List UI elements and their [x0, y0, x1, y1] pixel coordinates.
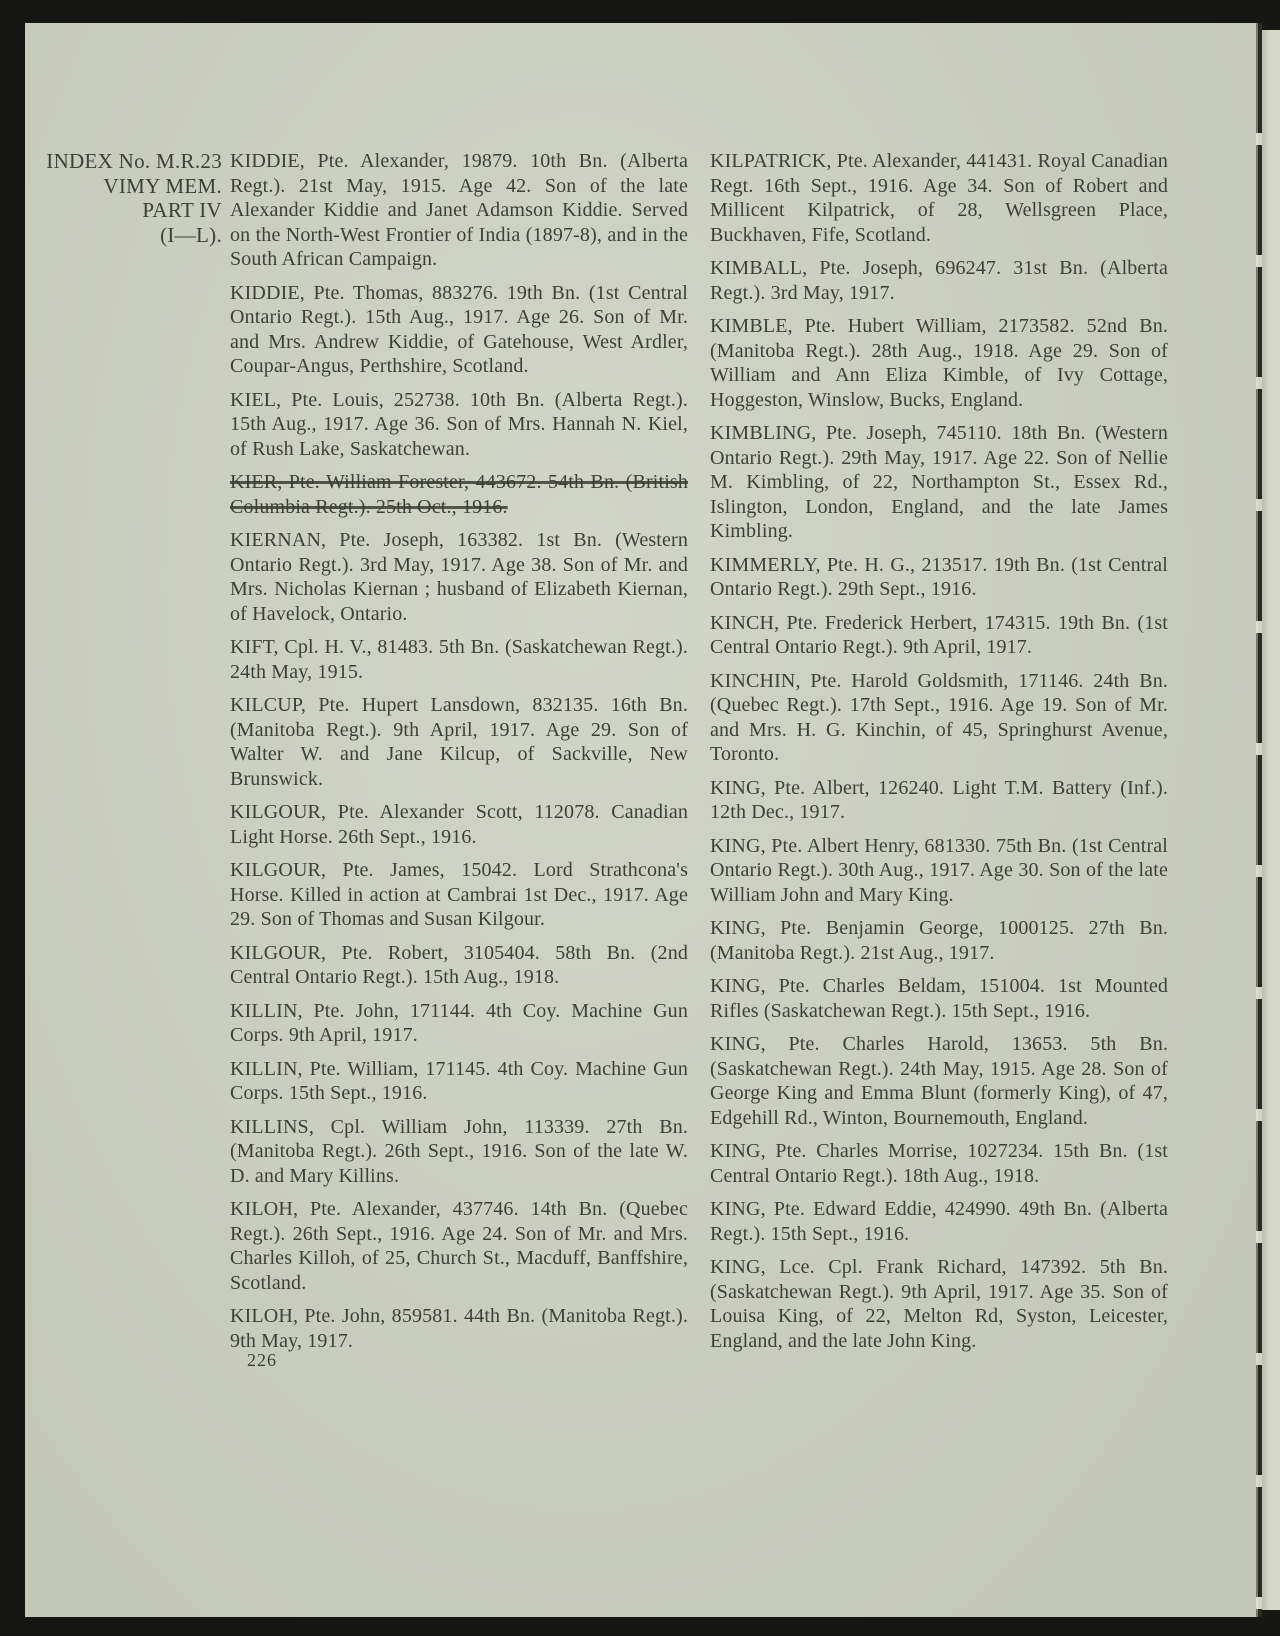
register-entry: KIMBLE, Pte. Hubert William, 2173582. 52nd Bn. (Manitoba Regt.). 28th Aug., 1918. Age 29. Son of William and Ann Eliza Kimble, of Ivy Cottage, Hoggeston, Winslow, Bucks, England.: [710, 315, 1168, 411]
index-number-line: INDEX No. M.R.23: [46, 149, 222, 173]
register-entry: KIMBLING, Pte. Joseph, 745110. 18th Bn. (Western Ontario Regt.). 29th May, 1917. Age 22. Son of Nellie M. Kimbling, of 22, Northampton St., Essex Rd., Islington, London, England, and the late James Kimbling.: [710, 422, 1168, 542]
part-line: PART IV: [142, 198, 222, 222]
register-entry: KIDDIE, Pte. Alexander, 19879. 10th Bn. (Alberta Regt.). 21st May, 1915. Age 42. Son of the late Alexander Kiddie and Janet Adamson Kiddie. Served on the North-West Frontier of India (1897-8), and in the South African Campaign.: [230, 150, 688, 270]
register-entry: KILOH, Pte. Alexander, 437746. 14th Bn. (Quebec Regt.). 26th Sept., 1916. Age 24. Son of Mr. and Mrs. Charles Killoh, of 25, Church St., Macduff, Banffshire, Scotland.: [230, 1198, 688, 1294]
memorial-name-line: VIMY MEM.: [103, 173, 222, 198]
register-entry: KING, Pte. Benjamin George, 1000125. 27th Bn. (Manitoba Regt.). 21st Aug., 1917.: [710, 917, 1168, 964]
register-entry: KING, Lce. Cpl. Frank Richard, 147392. 5th Bn. (Saskatchewan Regt.). 9th April, 1917. Age 35. Son of Louisa King, of 22, Melton Rd, Syston, Leicester, England, and the late John King.: [710, 1256, 1168, 1352]
register-entry: KING, Pte. Albert Henry, 681330. 75th Bn. (1st Central Ontario Regt.). 30th Aug., 1917. Age 30. Son of the late William John and Mary King.: [710, 834, 1168, 906]
register-entry: KILLIN, Pte. John, 171144. 4th Coy. Machine Gun Corps. 9th April, 1917.: [230, 999, 688, 1046]
register-entry: KIEL, Pte. Louis, 252738. 10th Bn. (Alberta Regt.). 15th Aug., 1917. Age 36. Son of Mrs. Hannah N. Kiel, of Rush Lake, Saskatchewan.: [230, 388, 688, 460]
letter-range-line: (I—L).: [160, 222, 222, 247]
register-entry: KILLIN, Pte. William, 171145. 4th Coy. Machine Gun Corps. 15th Sept., 1916.: [230, 1057, 688, 1104]
register-entry: KING, Pte. Charles Morrise, 1027234. 15th Bn. (1st Central Ontario Regt.). 18th Aug., 1918.: [710, 1140, 1168, 1187]
register-entry: KIMMERLY, Pte. H. G., 213517. 19th Bn. (1st Central Ontario Regt.). 29th Sept., 1916.: [710, 553, 1168, 600]
register-entry: KING, Pte. Albert, 126240. Light T.M. Battery (Inf.). 12th Dec., 1917.: [710, 776, 1168, 823]
register-entry: KIFT, Cpl. H. V., 81483. 5th Bn. (Saskatchewan Regt.). 24th May, 1915.: [230, 636, 688, 683]
register-entry: KING, Pte. Charles Beldam, 151004. 1st Mounted Rifles (Saskatchewan Regt.). 15th Sept., 1916.: [710, 975, 1168, 1022]
register-entry: KIMBALL, Pte. Joseph, 696247. 31st Bn. (Alberta Regt.). 3rd May, 1917.: [710, 257, 1168, 304]
register-entry: KILLINS, Cpl. William John, 113339. 27th Bn. (Manitoba Regt.). 26th Sept., 1916. Son of the late W. D. and Mary Killins.: [230, 1115, 688, 1187]
register-entry: KILGOUR, Pte. Alexander Scott, 112078. Canadian Light Horse. 26th Sept., 1916.: [230, 801, 688, 848]
page-number: 226: [247, 1350, 277, 1370]
register-entry: KILPATRICK, Pte. Alexander, 441431. Royal Canadian Regt. 16th Sept., 1916. Age 34. Son of Robert and Millicent Kilpatrick, of 28, Wellsgreen Place, Buckhaven, Fife, Scotland.: [710, 150, 1168, 246]
book-page: [25, 23, 1258, 1617]
right-column: [710, 149, 1168, 1362]
register-entry: KILGOUR, Pte. James, 15042. Lord Strathcona's Horse. Killed in action at Cambrai 1st Dec., 1917. Age 29. Son of Thomas and Susan Kilgour.: [230, 859, 688, 930]
register-entry: KIDDIE, Pte. Thomas, 883276. 19th Bn. (1st Central Ontario Regt.). 15th Aug., 1917. Age 26. Son of Mr. and Mrs. Andrew Kiddie, of Gatehouse, West Ardler, Coupar-Angus, Perthshire, Scotland.: [230, 281, 688, 377]
register-entry: KING, Pte. Edward Eddie, 424990. 49th Bn. (Alberta Regt.). 15th Sept., 1916.: [710, 1198, 1168, 1245]
register-entry: KILOH, Pte. John, 859581. 44th Bn. (Manitoba Regt.). 9th May, 1917.: [230, 1305, 688, 1352]
register-entry: KIERNAN, Pte. Joseph, 163382. 1st Bn. (Western Ontario Regt.). 3rd May, 1917. Age 38. Son of Mr. and Mrs. Nicholas Kiernan ; husband of Elizabeth Kiernan, of Havelock, Ontario.: [230, 529, 688, 625]
register-entry: KILGOUR, Pte. Robert, 3105404. 58th Bn. (2nd Central Ontario Regt.). 15th Aug., 1918.: [230, 941, 688, 988]
register-entry: KING, Pte. Charles Harold, 13653. 5th Bn. (Saskatchewan Regt.). 24th May, 1915. Age 28. Son of George King and Emma Blunt (formerly King), of 47, Edgehill Rd., Winton, Bournemouth, England.: [710, 1033, 1168, 1129]
register-entry-struck-through: KIER, Pte. William Forester, 443672. 54th Bn. (British Columbia Regt.). 25th Oct., 1916.: [230, 471, 688, 518]
register-entry: KINCH, Pte. Frederick Herbert, 174315. 19th Bn. (1st Central Ontario Regt.). 9th April, 1917.: [710, 611, 1168, 658]
next-page-sliver: [1262, 30, 1280, 1610]
register-entry: KILCUP, Pte. Hupert Lansdown, 832135. 16th Bn. (Manitoba Regt.). 9th April, 1917. Age 29. Son of Walter W. and Jane Kilcup, of Sackville, New Brunswick.: [230, 694, 688, 790]
left-column: [230, 149, 688, 1362]
index-margin-header: [25, 149, 222, 247]
register-entry: KINCHIN, Pte. Harold Goldsmith, 171146. 24th Bn. (Quebec Regt.). 17th Sept., 1916. Age 19. Son of Mr. and Mrs. H. G. Kinchin, of 45, Springhurst Avenue, Toronto.: [710, 669, 1168, 765]
